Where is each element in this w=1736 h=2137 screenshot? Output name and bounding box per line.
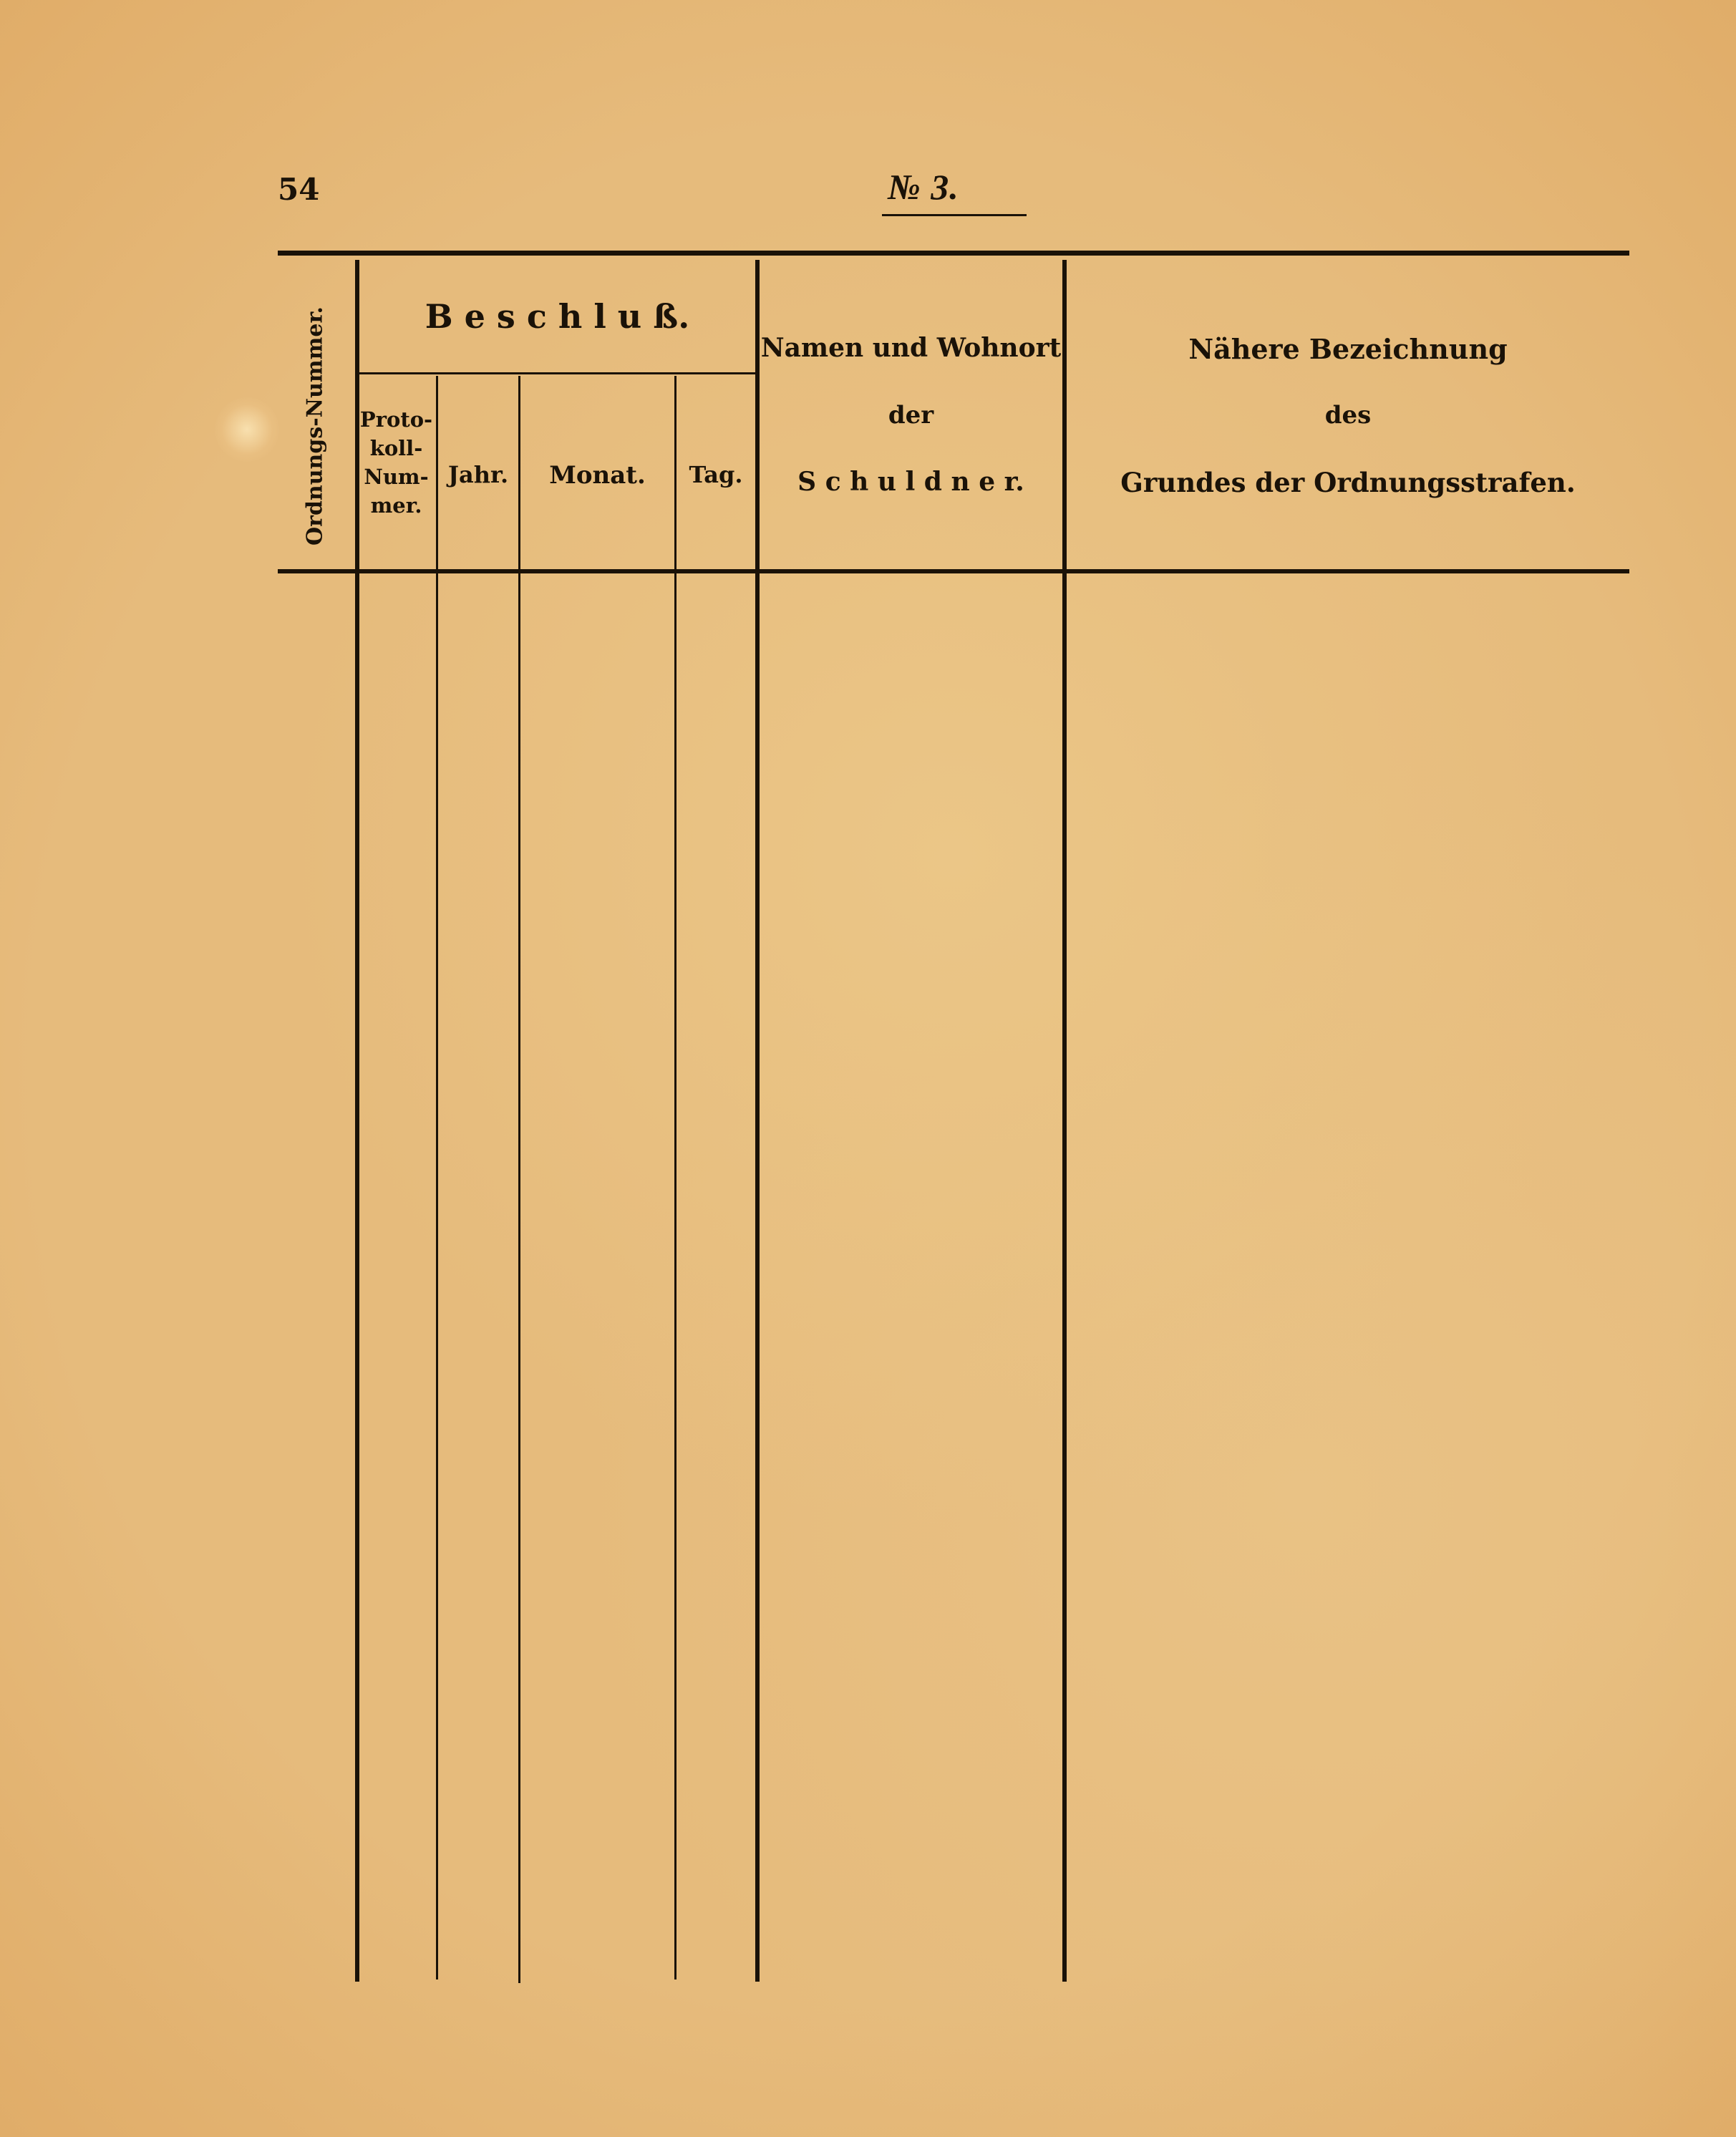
header-protokoll-line: koll-	[369, 436, 423, 460]
column-divider-beschluss	[755, 260, 760, 1982]
header-ordnungs-nummer: Ordnungs-Nummer.	[302, 306, 328, 546]
header-grundes-ordnungsstrafen: Grundes der Ordnungsstrafen.	[1120, 467, 1576, 498]
column-divider-protokoll	[436, 376, 438, 1979]
page-number: 54	[278, 172, 320, 207]
header-jahr: Jahr.	[447, 461, 509, 488]
paper-stain	[215, 397, 279, 462]
column-divider-jahr	[518, 376, 520, 1983]
sheet-number: № 3.	[888, 167, 959, 207]
header-beschluss: B e s c h l u ß.	[425, 297, 690, 336]
beschluss-group-rule	[358, 372, 755, 374]
header-protokoll-line: mer.	[370, 493, 422, 518]
header-bottom-rule	[278, 569, 1629, 573]
header-protokoll-nummer	[357, 405, 436, 520]
header-schuldner: S c h u l d n e r.	[797, 467, 1024, 497]
header-naehere-bezeichnung: Nähere Bezeichnung	[1188, 333, 1508, 365]
header-protokoll-line: Num-	[364, 465, 429, 489]
column-divider-namen	[1062, 260, 1067, 1982]
header-tag: Tag.	[689, 461, 743, 488]
column-divider-monat	[674, 376, 677, 1979]
header-monat: Monat.	[549, 461, 646, 490]
header-namen-der: der	[888, 401, 934, 430]
header-namen-wohnort: Namen und Wohnort	[760, 333, 1062, 363]
header-protokoll-line: Proto-	[359, 407, 433, 432]
header-bezeichnung-des: des	[1324, 401, 1372, 430]
table-top-rule	[278, 251, 1629, 256]
sheet-number-underline	[882, 214, 1027, 216]
